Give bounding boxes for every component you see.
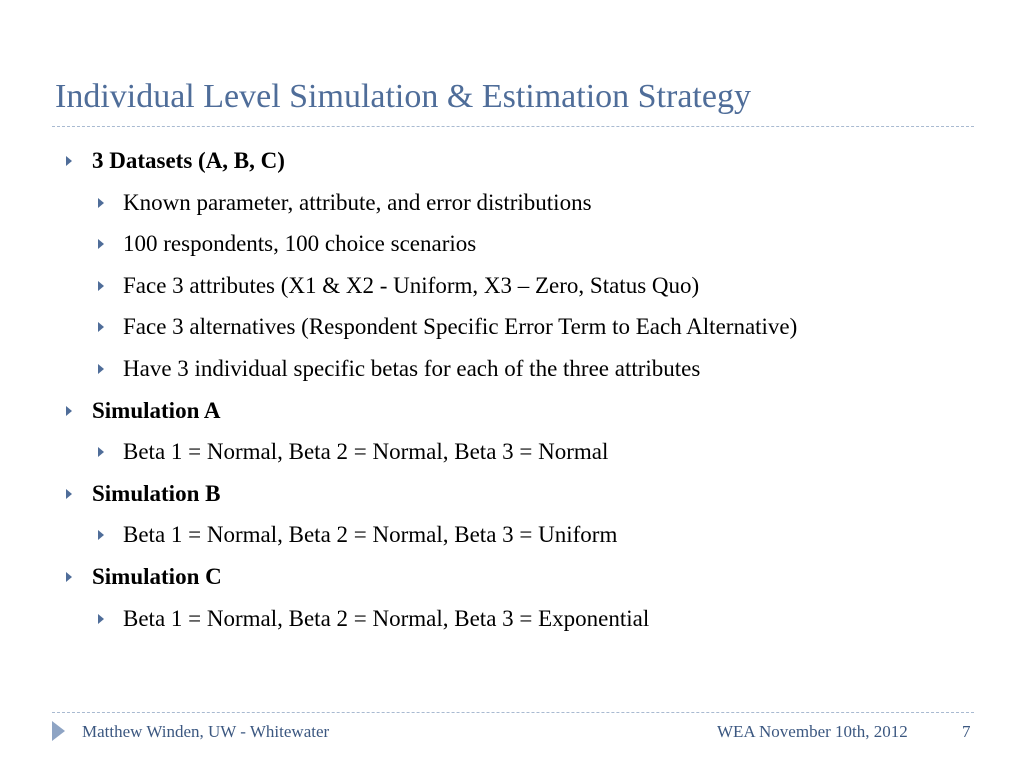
bullet-subitem: Beta 1 = Normal, Beta 2 = Normal, Beta 3 = Uniform	[123, 522, 618, 548]
footer-author: Matthew Winden, UW - Whitewater	[82, 722, 330, 741]
footer-triangle-icon	[52, 721, 65, 741]
bullet-subitem: Beta 1 = Normal, Beta 2 = Normal, Beta 3 = Exponential	[123, 605, 650, 631]
footer-event: WEA November 10th, 2012	[717, 722, 908, 741]
bullet-arrow-icon	[98, 447, 104, 457]
bullet-subitem: Beta 1 = Normal, Beta 2 = Normal, Beta 3 = Normal	[123, 439, 609, 465]
bullet-arrow-icon	[66, 489, 72, 499]
bullet-subitem: Have 3 individual specific betas for each of the three attributes	[123, 356, 701, 381]
bullet-arrow-icon	[66, 572, 72, 582]
bullet-arrow-icon	[66, 156, 72, 166]
bullet-subitem: Face 3 attributes (X1 & X2 - Uniform, X3 – Zero, Status Quo)	[123, 272, 700, 298]
bullet-arrow-icon	[98, 198, 104, 208]
bullet-arrow-icon	[98, 322, 104, 332]
bullet-heading: 3 Datasets (A, B, C)	[92, 148, 285, 173]
bullet-arrow-icon	[66, 406, 72, 416]
footer-divider	[52, 712, 974, 713]
bullet-arrow-icon	[98, 530, 104, 540]
bullet-arrow-icon	[98, 239, 104, 249]
slide-title: Individual Level Simulation & Estimation Strategy	[55, 78, 751, 115]
bullet-heading: Simulation B	[92, 480, 221, 506]
bullet-arrow-icon	[98, 281, 104, 291]
bullet-subitem: 100 respondents, 100 choice scenarios	[123, 231, 477, 257]
bullet-subitem: Known parameter, attribute, and error distributions	[123, 189, 592, 215]
bullet-heading: Simulation A	[92, 397, 221, 423]
bullet-heading: Simulation C	[92, 564, 222, 589]
bullet-arrow-icon	[98, 364, 104, 374]
page-number: 7	[962, 722, 971, 741]
bullet-arrow-icon	[98, 614, 104, 624]
bullet-subitem: Face 3 alternatives (Respondent Specific Error Term to Each Alternative)	[123, 314, 798, 340]
